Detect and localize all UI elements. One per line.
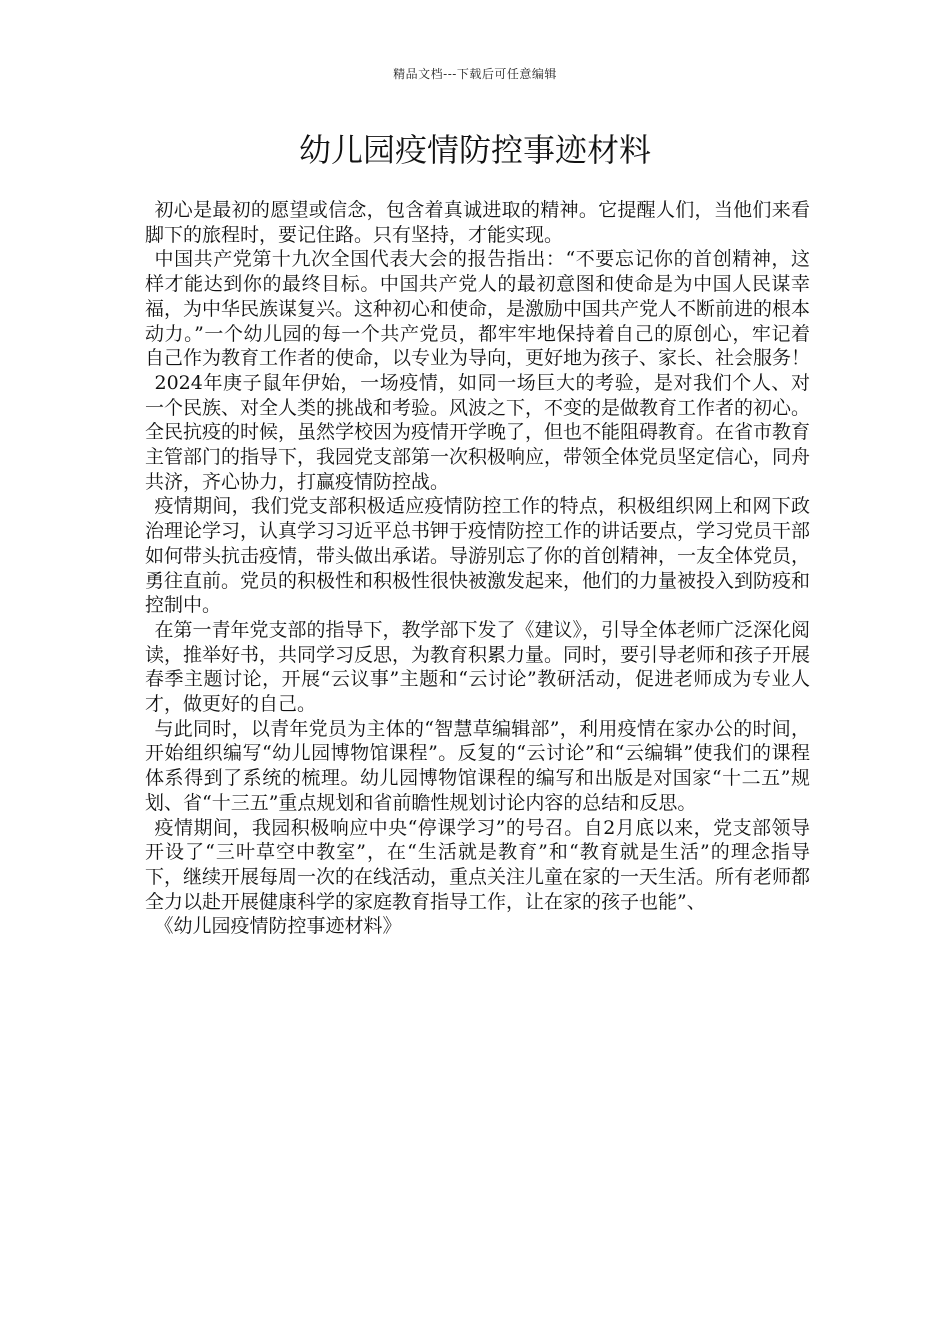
paragraph-original-intention: 初心是最初的愿望或信念，包含着真诚进取的精神。它提醒人们，当他们来看脚下的旅程时，要记住路。只有坚持，才能实现。: [145, 199, 810, 246]
header-note: 精品文档---下载后可任意编辑: [393, 67, 557, 81]
paragraph-political-study: 疫情期间，我们党支部积极适应疫情防控工作的特点，积极组织网上和网下政治理论学习，认真学习习近平总书钾于疫情防控工作的讲话要点，学习党员干部如何带头抗击疫情，带头做出承诺。导游别忘了你的首创精神，一友全体党员，勇往直前。党员的积极性和积极性很快被激发起来，他们的力量被投入到防疫和控制中。: [145, 495, 811, 617]
footer-title: 《幼儿园疫情防控事迹材料》: [154, 915, 402, 938]
page-title: 幼儿园疫情防控事迹材料: [298, 131, 651, 169]
document-body: [145, 198, 810, 939]
paragraph-party-congress: 中国共产党第十九次全国代表大会的报告指出：“不要忘记你的首创精神，这样才能达到你的最终目标。中国共产党人的最初意图和使命是为中国人民谋幸福，为中华民族谋复兴。这种初心和使命，是激励中国共产党人不断前进的根本动力。”一个幼儿园的每一个共产党员，都牢牢地保持着自己的原创心，牢记着自己作为教育工作者的使命，以专业为导向，更好地为孩子、家长、社会服务！: [145, 248, 811, 370]
paragraph-museum-course: 与此同时，以青年党员为主体的“智慧草编辑部”，利用疫情在家办公的时间，开始组织编写“幼儿园博物馆课程”。反复的“云讨论”和“云编辑”使我们的课程体系得到了系统的梳理。幼儿园博物馆课程的编写和出版是对国家“十二五”规划、省“十三五”重点规划和省前瞻性规划讨论内容的总结和反思。: [145, 717, 810, 814]
paragraph-epidemic-challenge: 2024年庚子鼠年伊始，一场疫情，如同一场巨大的考验，是对我们个人、对一个民族、对全人类的挑战和考验。风波之下，不变的是做教育工作者的初心。全民抗疫的时候，虽然学校因为疫情开学晚了，但也不能阻碍教育。在省市教育主管部门的指导下，我园党支部第一次积极响应，带领全体党员坚定信心，同舟共济，齐心协力，打赢疫情防控战。: [145, 371, 811, 493]
paragraph-online-classroom: 疫情期间，我园积极响应中央“停课学习”的号召。自2月底以来，党支部领导开设了“三叶草空中教室”，在“生活就是教育”和“教育就是生活”的理念指导下，继续开展每周一次的在线活动，重点关注儿童在家的一天生活。所有老师都全力以赴开展健康科学的家庭教育指导工作，让在家的孩子也能”、: [145, 816, 811, 913]
paragraph-teacher-reading: 在第一青年党支部的指导下，教学部下发了《建议》，引导全体老师广泛深化阅读，推举好书，共同学习反思，为教育积累力量。同时，要引导老师和孩子开展春季主题讨论，开展“云议事”主题和“云讨论”教研活动，促进老师成为专业人才，做更好的自己。: [145, 618, 811, 716]
